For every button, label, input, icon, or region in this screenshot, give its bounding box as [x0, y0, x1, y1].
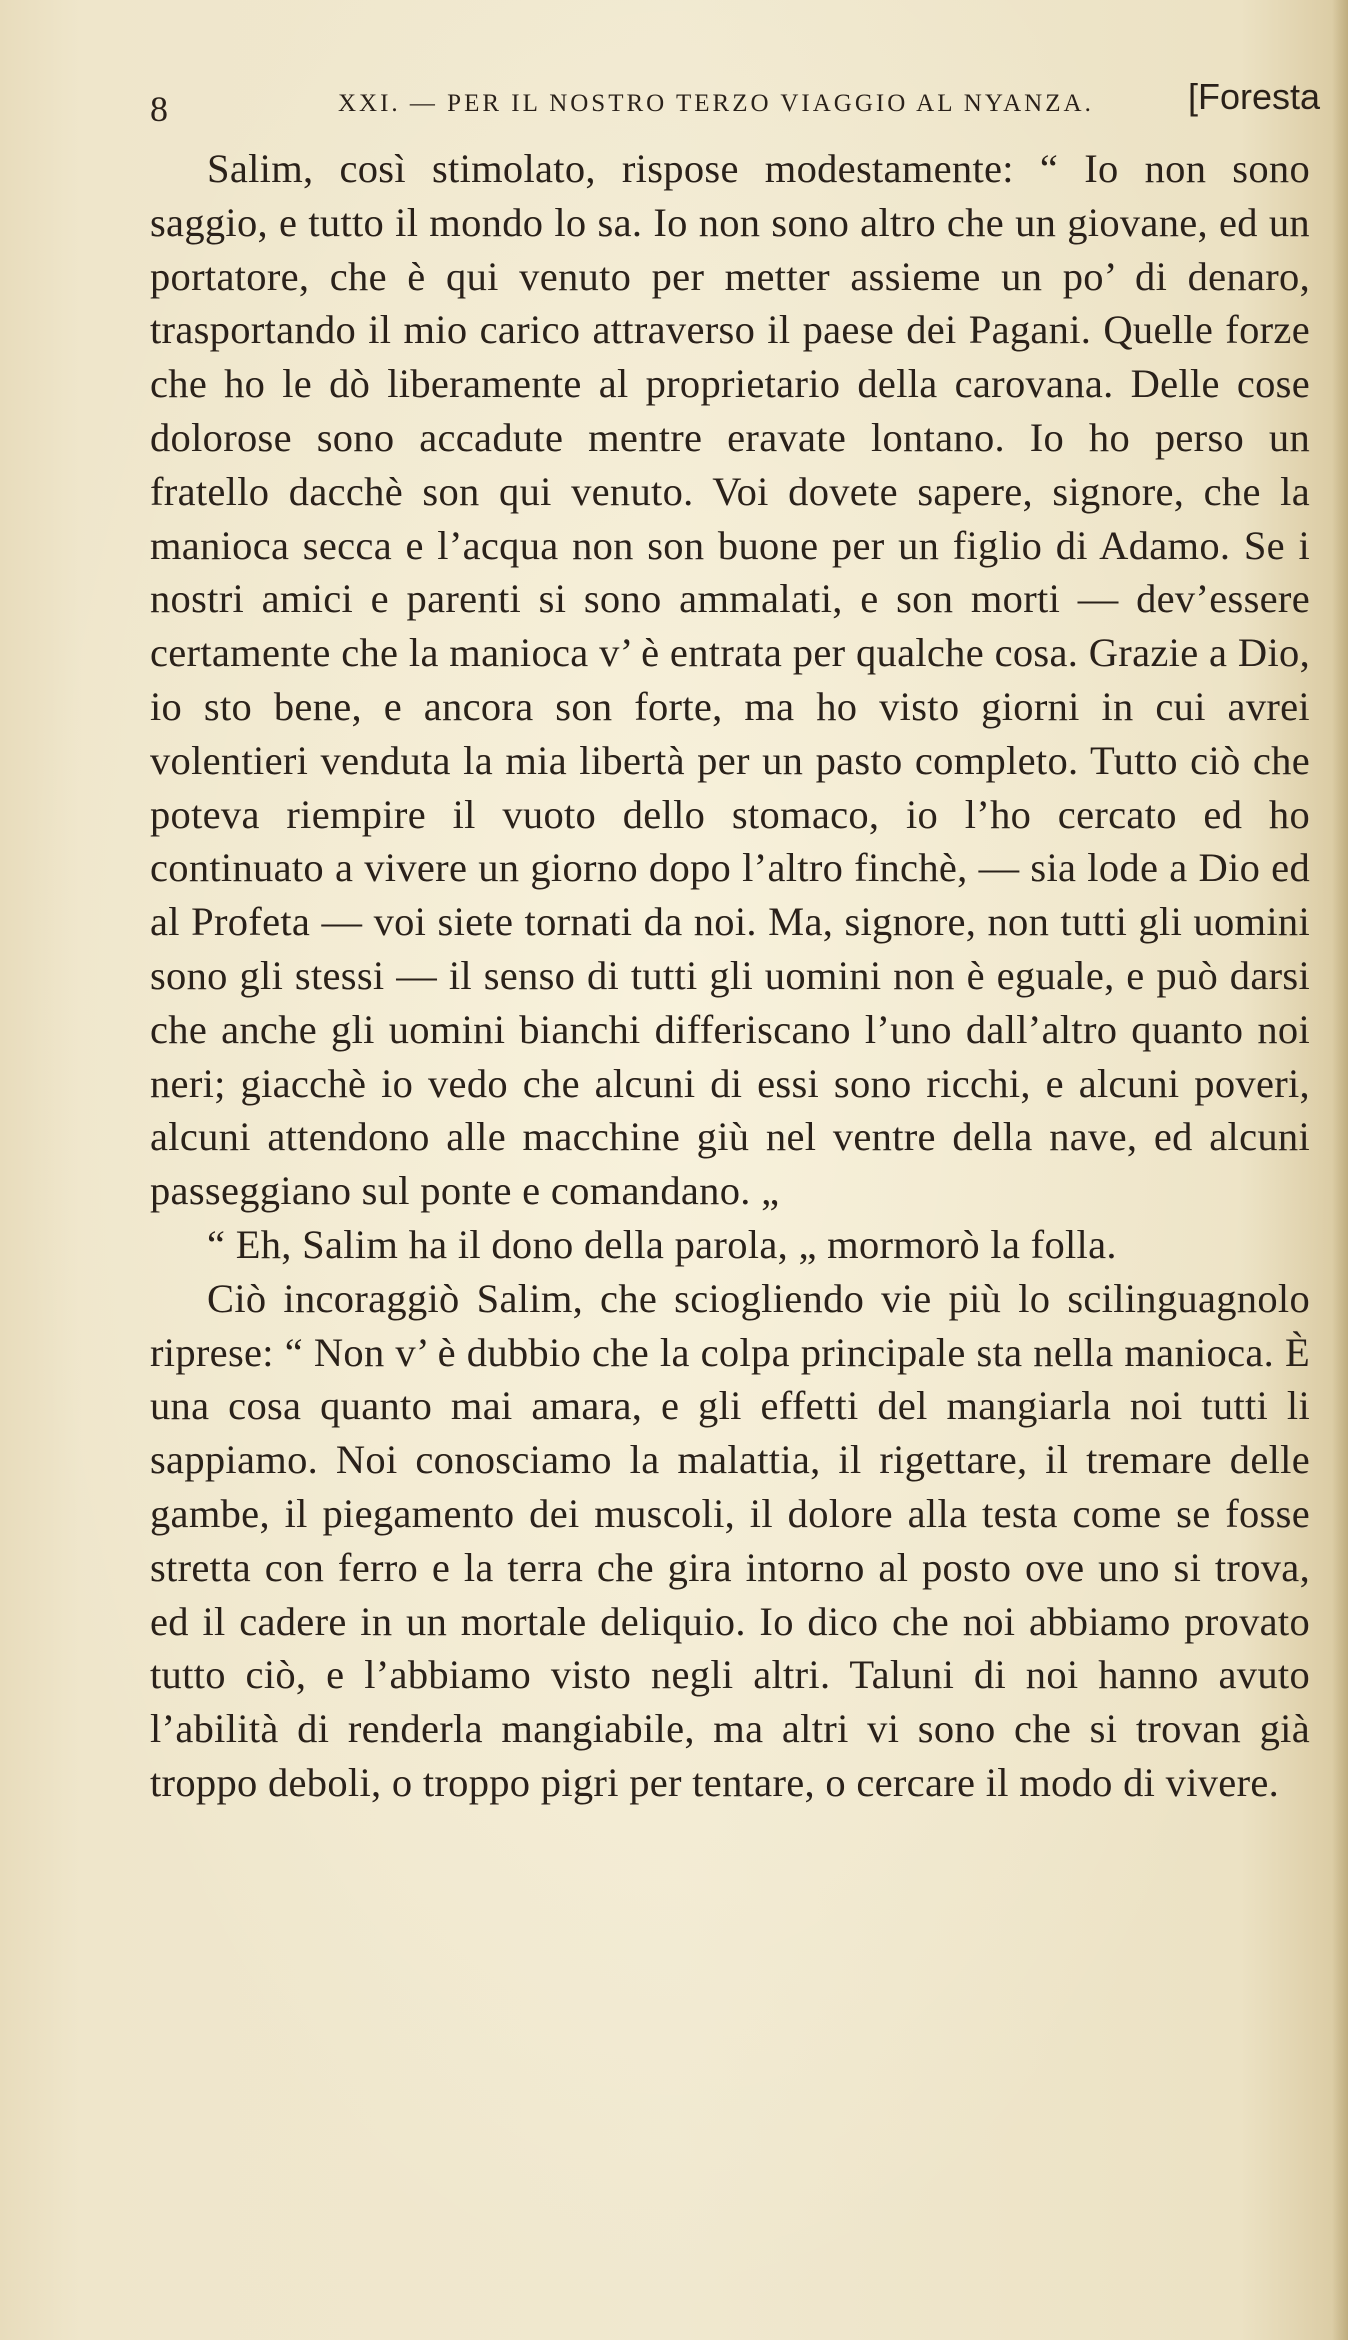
page-edge-shadow	[1332, 0, 1348, 2340]
page-header	[150, 70, 1320, 129]
paragraph: Ciò incoraggiò Salim, che sciogliendo vie più lo scilinguagnolo riprese: “ Non v’ è dubbio che la colpa principale sta nella manioca. È una cosa quanto mai amara, e gli effetti del mangiarla noi tutti li sappiamo. Noi conosciamo la malattia, il rigettare, il tremare delle gambe, il piegamento dei muscoli, il dolore alla testa come se fosse stretta con ferro e la terra che gira intorno al posto ove uno si trova, ed il cadere in un mortale deliquio. Io dico che noi abbiamo provato tutto ciò, e l’abbiamo visto negli altri. Taluni di noi hanno avuto l’abilità di renderla mangiabile, ma altri vi sono che si trovan già troppo deboli, o troppo pigri per tentare, o cercare il modo di vivere.	[150, 1275, 1310, 1805]
running-head: XXI. — PER IL NOSTRO TERZO VIAGGIO AL NYANZA.	[338, 90, 1094, 117]
body-text	[150, 142, 1310, 1810]
section-tag: [Foresta	[1187, 76, 1320, 117]
paragraph: “ Eh, Salim ha il dono della parola, „ mormorò la folla.	[207, 1221, 1117, 1267]
paragraph: Salim, così stimolato, rispose modestamente: “ Io non sono saggio, e tutto il mondo lo sa. Io non sono altro che un giovane, ed un portatore, che è qui venuto per metter assieme un po’ di denaro, trasportando il mio carico attraverso il paese dei Pagani. Quelle forze che ho le dò liberamente al proprietario della carovana. Delle cose dolorose sono accadute mentre eravate lontano. Io ho perso un fratello dacchè son qui venuto. Voi dovete sapere, signore, che la manioca secca e l’acqua non son buone per un figlio di Adamo. Se i nostri amici e parenti si sono ammalati, e son morti — dev’essere certamente che la manioca v’ è entrata per qualche cosa. Grazie a Dio, io sto bene, e ancora son forte, ma ho visto giorni in cui avrei volentieri venduta la mia libertà per un pasto completo. Tutto ciò che poteva riempire il vuoto dello stomaco, io l’ho cercato ed ho continuato a vivere un giorno dopo l’altro finchè, — sia lode a Dio ed al Profeta — voi siete tornati da noi. Ma, signore, non tutti gli uomini sono gli stessi — il senso di tutti gli uomini non è eguale, e può darsi che anche gli uomini bianchi differiscano l’uno dall’altro quanto noi neri; giacchè io vedo che alcuni di essi sono ricchi, e alcuni poveri, alcuni attendono alle macchine giù nel ventre della nave, ed alcuni passeggiano sul ponte e comandano. „	[150, 146, 1310, 1214]
page-number: 8	[150, 89, 169, 129]
